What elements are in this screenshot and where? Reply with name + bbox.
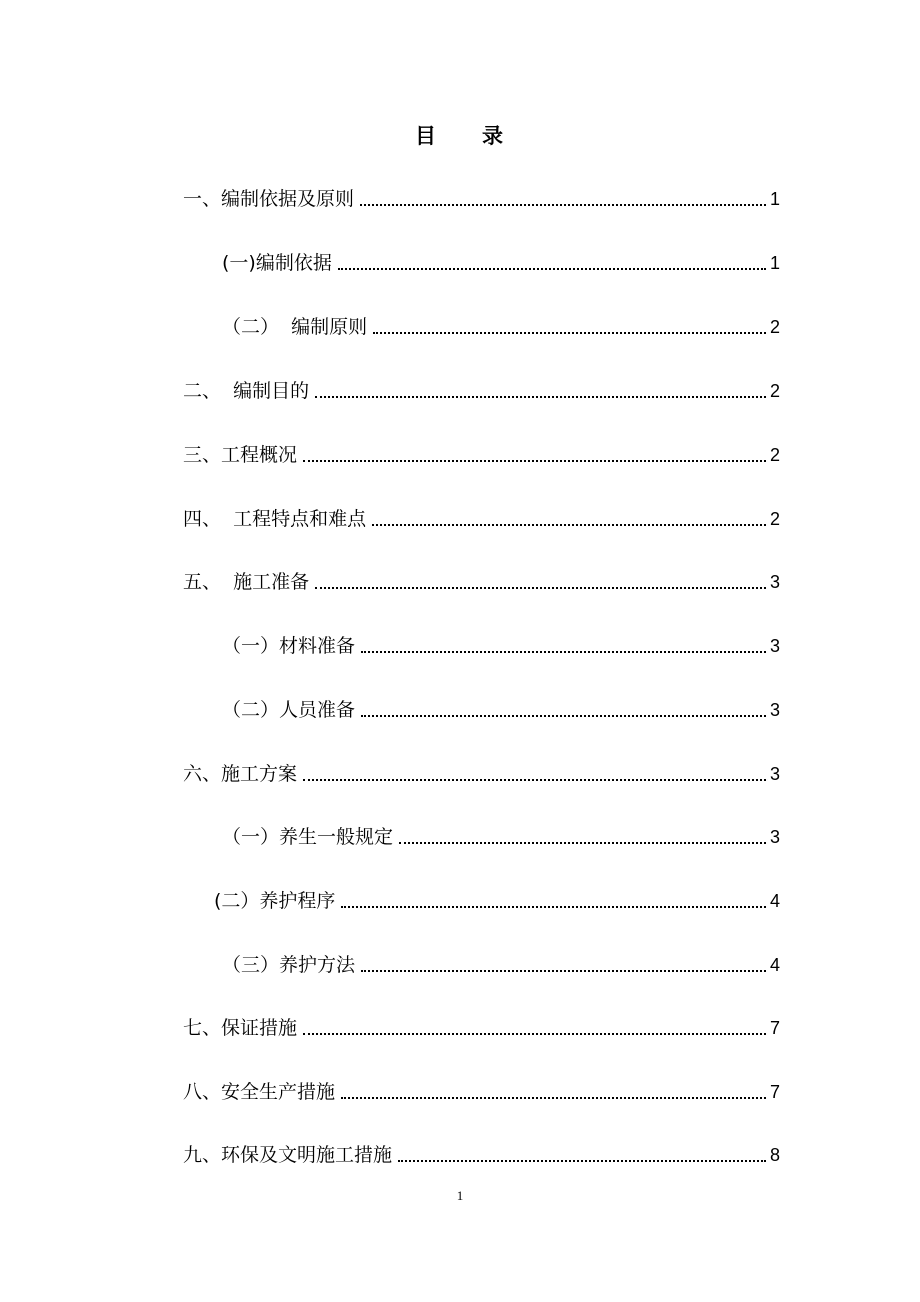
toc-entry-page: 2	[769, 381, 780, 401]
toc-leader-dots	[398, 1160, 766, 1162]
toc-leader-dots	[341, 906, 766, 908]
toc-entry-page: 8	[769, 1145, 780, 1165]
toc-entry-label: 三、工程概况	[183, 444, 298, 466]
toc-entry[interactable]	[183, 759, 780, 789]
page-title	[0, 120, 920, 150]
toc-entry-page: 3	[769, 764, 780, 784]
toc-entry[interactable]	[183, 440, 780, 470]
toc-entry-label: 七、保证措施	[183, 1017, 298, 1039]
toc-leader-dots	[361, 715, 766, 717]
toc-entry-label: （二） 编制原则	[222, 316, 368, 338]
toc-entry-page: 7	[769, 1082, 780, 1102]
toc-entry-page: 1	[769, 189, 780, 209]
toc-entry[interactable]	[222, 950, 780, 980]
toc-leader-dots	[315, 587, 766, 589]
toc-leader-dots	[303, 779, 766, 781]
toc-entry-page: 2	[769, 317, 780, 337]
title-char-2: 录	[482, 124, 505, 148]
toc-entry[interactable]	[214, 886, 780, 916]
toc-leader-dots	[361, 651, 766, 653]
toc-entry[interactable]	[183, 376, 780, 406]
toc-leader-dots	[338, 268, 766, 270]
toc-entry[interactable]	[183, 1013, 780, 1043]
toc-entry-page: 7	[769, 1018, 780, 1038]
toc-entry-page: 3	[769, 572, 780, 592]
toc-entry-label: 五、 施工准备	[183, 571, 310, 593]
toc-entry[interactable]	[222, 631, 780, 661]
toc-leader-dots	[399, 842, 766, 844]
toc-entry-page: 3	[769, 827, 780, 847]
toc-entry[interactable]	[222, 695, 780, 725]
footer-page-number: 1	[456, 1188, 464, 1203]
toc-entry-label: (二）养护程序	[214, 890, 336, 912]
toc-leader-dots	[303, 1033, 766, 1035]
toc-entry[interactable]	[183, 184, 780, 214]
toc-entry-label: 二、 编制目的	[183, 380, 310, 402]
toc-entry-page: 4	[769, 955, 780, 975]
toc-entry-page: 2	[769, 509, 780, 529]
toc-entry-label: 九、环保及文明施工措施	[183, 1144, 393, 1166]
toc-entry-label: （三）养护方法	[222, 954, 356, 976]
toc-entry-label: 六、施工方案	[183, 763, 298, 785]
toc-leader-dots	[303, 460, 766, 462]
toc-entry-label: （二）人员准备	[222, 699, 356, 721]
toc-entry-label: （一）材料准备	[222, 635, 356, 657]
toc-entry-page: 4	[769, 891, 780, 911]
toc-entry[interactable]	[222, 248, 780, 278]
toc-leader-dots	[360, 204, 766, 206]
toc-leader-dots	[315, 396, 766, 398]
toc-entry-page: 2	[769, 445, 780, 465]
toc-entry-label: 四、 工程特点和难点	[183, 508, 367, 530]
toc-entry-label: 八、安全生产措施	[183, 1081, 336, 1103]
toc-entry[interactable]	[183, 1140, 780, 1170]
toc-leader-dots	[373, 332, 766, 334]
toc-entry[interactable]	[183, 567, 780, 597]
toc-entry-label: （一）养生一般规定	[222, 826, 394, 848]
toc-entry[interactable]	[183, 504, 780, 534]
toc-leader-dots	[341, 1097, 766, 1099]
toc-entry[interactable]	[222, 822, 780, 852]
toc-entry[interactable]	[222, 312, 780, 342]
toc-entry-page: 3	[769, 636, 780, 656]
toc-entry-page: 1	[769, 253, 780, 273]
toc-entry-label: 一、编制依据及原则	[183, 188, 355, 210]
toc-entry-label: (一)编制依据	[222, 252, 332, 274]
toc-entry-page: 3	[769, 700, 780, 720]
toc-leader-dots	[372, 524, 766, 526]
title-char-1: 目	[415, 124, 438, 148]
toc-leader-dots	[361, 970, 766, 972]
toc-entry[interactable]	[183, 1077, 780, 1107]
